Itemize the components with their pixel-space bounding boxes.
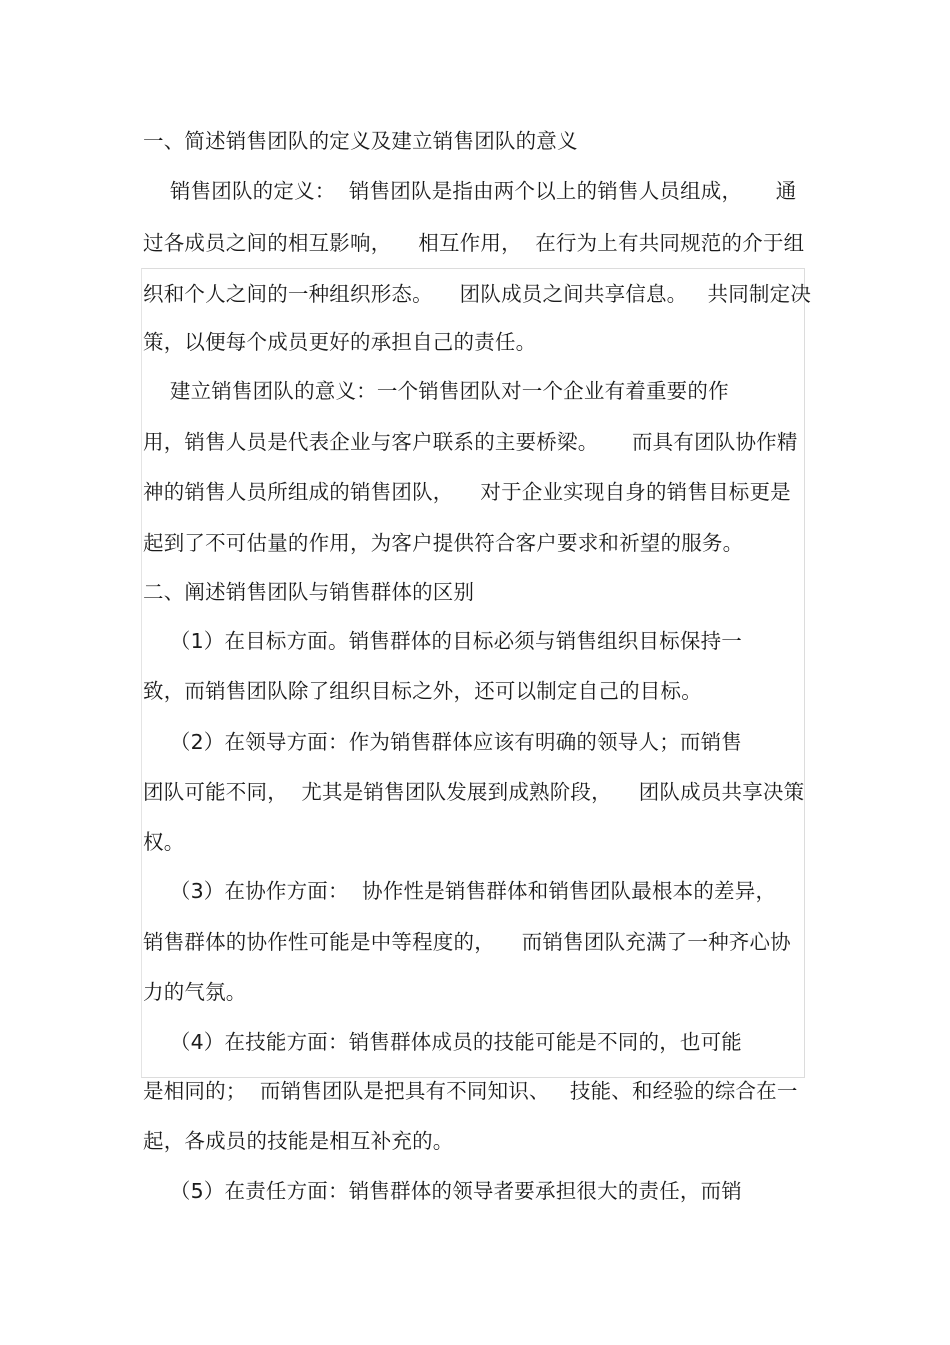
- text-line: 是相同的； 而销售团队是把具有不同知识、 技能、和经验的综合在一: [143, 1079, 798, 1103]
- text-line: 策，以便每个成员更好的承担自己的责任。: [143, 330, 537, 354]
- text-line: （3）在协作方面： 协作性是销售群体和销售团队最根本的差异，: [143, 879, 777, 903]
- text-line: 起，各成员的技能是相互补充的。: [143, 1129, 454, 1153]
- text-line: 起到了不可估量的作用，为客户提供符合客户要求和祈望的服务。: [143, 531, 744, 555]
- text-line: 销售群体的协作性可能是中等程度的， 而销售团队充满了一种齐心协: [143, 930, 791, 954]
- text-line: 团队可能不同， 尤其是销售团队发展到成熟阶段， 团队成员共享决策: [143, 780, 805, 804]
- text-line: （1）在目标方面。销售群体的目标必须与销售组织目标保持一: [143, 629, 743, 653]
- text-line: （2）在领导方面：作为销售群体应该有明确的领导人；而销售: [143, 730, 743, 754]
- text-line: 建立销售团队的意义：一个销售团队对一个企业有着重要的作: [143, 379, 729, 403]
- text-line: 致，而销售团队除了组织目标之外，还可以制定自己的目标。: [143, 679, 702, 703]
- section-heading-1: 一、简述销售团队的定义及建立销售团队的意义: [143, 129, 578, 153]
- text-line: 神的销售人员所组成的销售团队， 对于企业实现自身的销售目标更是: [143, 480, 791, 504]
- text-line: 织和个人之间的一种组织形态。 团队成员之间共享信息。 共同制定决: [143, 282, 812, 306]
- text-line: 力的气氛。: [143, 980, 247, 1004]
- text-line: 权。: [143, 830, 185, 854]
- text-line: 过各成员之间的相互影响， 相互作用， 在行为上有共同规范的介于组: [143, 231, 805, 255]
- text-line: （4）在技能方面：销售群体成员的技能可能是不同的，也可能: [143, 1030, 743, 1054]
- text-line: 销售团队的定义： 销售团队是指由两个以上的销售人员组成， 通: [143, 179, 797, 203]
- text-line: 用，销售人员是代表企业与客户联系的主要桥梁。 而具有团队协作精: [143, 430, 798, 454]
- section-heading-2: 二、阐述销售团队与销售群体的区别: [143, 580, 475, 604]
- text-line: （5）在责任方面：销售群体的领导者要承担很大的责任，而销: [143, 1179, 743, 1203]
